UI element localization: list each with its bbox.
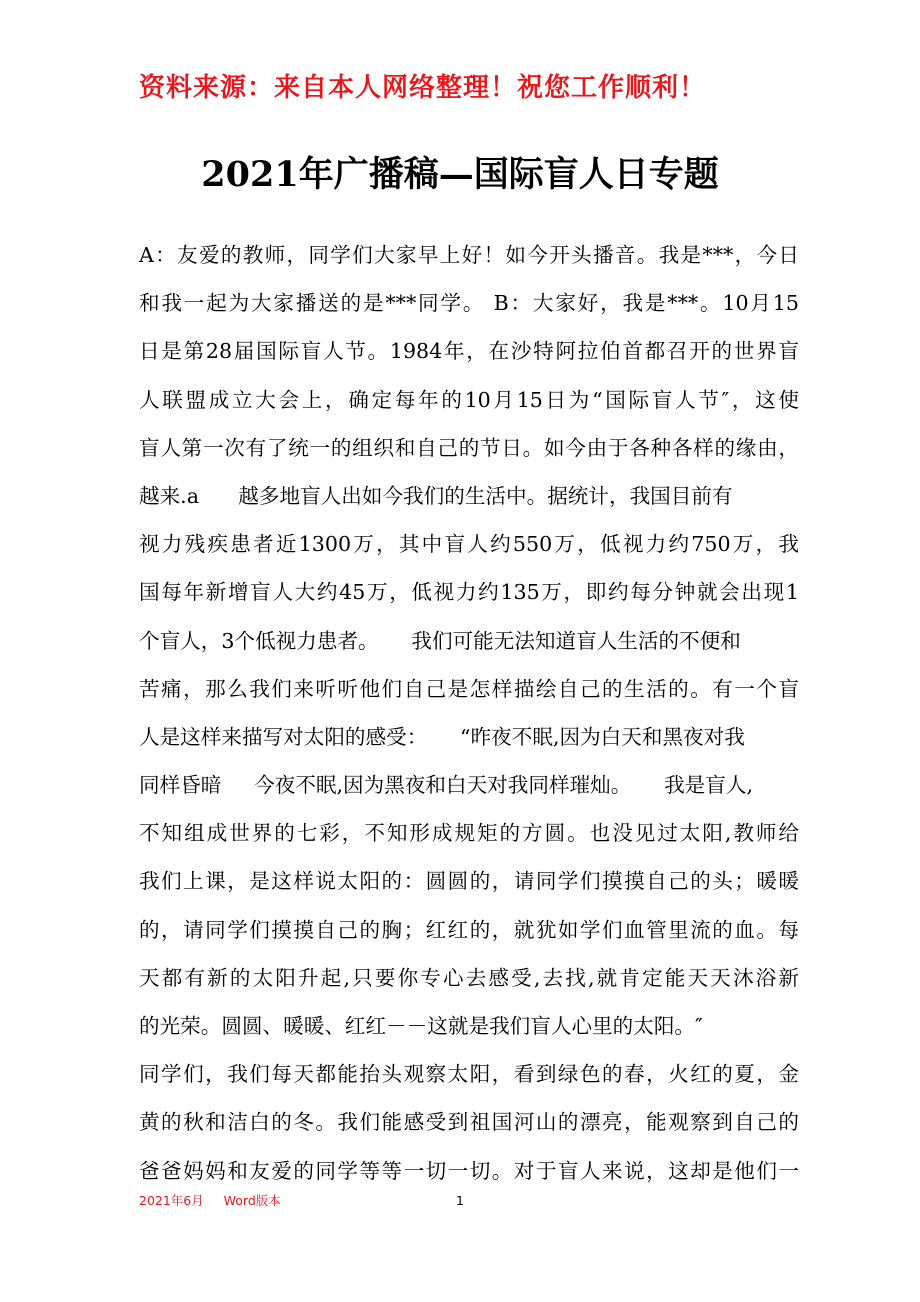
body-line: A：友爱的教师，同学们大家早上好！如今开头播音。我是***，今日 [139,243,799,267]
body-line: 盲人第一次有了统一的组织和自己的节日。如今由于各种各样的缘由， [139,435,799,460]
footer-date-version: 2021年6月 Word版本 [139,1193,281,1208]
body-line: 我们上课，是这样说太阳的：圆圆的，请同学们摸摸自己的头；暖暖 [139,869,799,894]
body-line: 天都有新的太阳升起,只要你专心去感受,去找,就肯定能天天沐浴新 [139,965,799,990]
body-line: 越来.a 越多地盲人出如今我们的生活中。据统计，我国目前有 [139,483,733,508]
body-line: 的光荣。圆圆、暖暖、红红－－这就是我们盲人心里的太阳。″ [139,1014,703,1038]
body-text [139,231,799,1195]
body-line: 人联盟成立大会上，确定每年的10月15日为“国际盲人节″，这使 [139,387,799,412]
body-line: 个盲人，3个低视力患者。 我们可能无法知道盲人生活的不便和 [139,628,741,653]
body-line: 不知组成世界的七彩，不知形成规矩的方圆。也没见过太阳,教师给 [139,821,799,846]
body-line: 的，请同学们摸摸自己的胸；红红的，就犹如学们血管里流的血。每 [139,917,799,942]
body-line: 日是第28届国际盲人节。1984年，在沙特阿拉伯首都召开的世界盲 [139,339,799,364]
body-line: 爸爸妈妈和友爱的同学等等一切一切。对于盲人来说，这却是他们一 [139,1158,799,1183]
body-line: 黄的秋和洁白的冬。我们能感受到祖国河山的漂亮，能观察到自己的 [139,1110,799,1135]
body-line: 苦痛，那么我们来听听他们自己是怎样描绘自己的生活的。有一个盲 [139,676,799,701]
body-line: 同学们，我们每天都能抬头观察太阳，看到绿色的春，火红的夏，金 [139,1062,799,1087]
body-line: 同样昏暗 今夜不眠,因为黑夜和白天对我同样璀灿。 我是盲人, [139,773,753,798]
body-line: 人是这样来描写对太阳的感受： “昨夜不眠,因为白天和黑夜对我 [139,724,745,749]
page-title: 2021年广播稿—国际盲人日专题 [201,154,719,195]
source-notice: 资料来源：来自本人网络整理！祝您工作顺利！ [139,73,707,103]
body-line: 和我一起为大家播送的是***同学。 B：大家好，我是***。10月15 [139,291,799,316]
body-line: 国每年新增盲人大约45万，低视力约135万，即约每分钟就会出现1 [139,580,799,605]
body-line: 视力残疾患者近1300万，其中盲人约550万，低视力约750万，我 [139,532,799,557]
page-number: 1 [456,1193,464,1208]
